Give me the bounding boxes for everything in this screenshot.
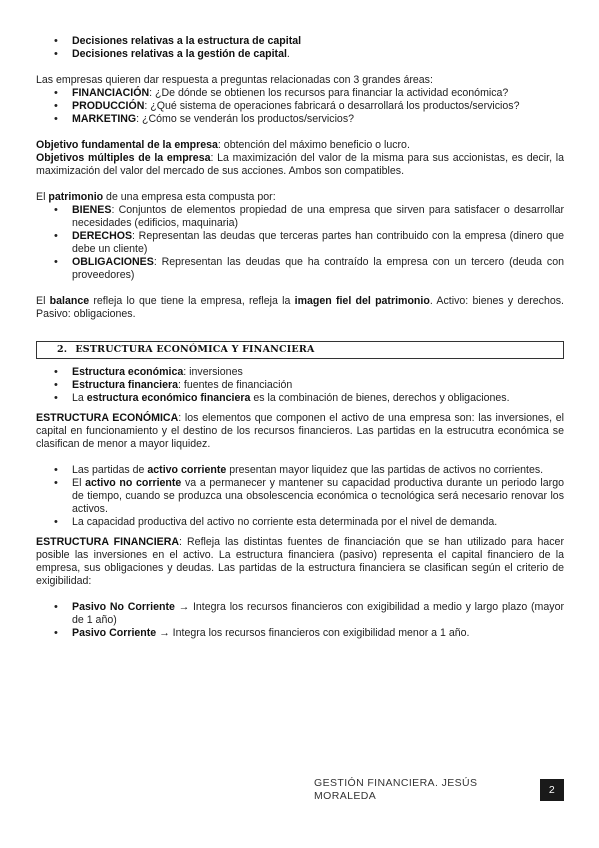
balance-paragraph: El balance refleja lo que tiene la empresa, refleja la imagen fiel del patrimonio. Activo: bienes y derechos. Pasivo: obligaciones. (36, 295, 564, 320)
footer-title: GESTIÓN FINANCIERA. JESÚS MORALEDA (314, 777, 478, 802)
list-item: • Decisiones relativas a la estructura de capital (36, 35, 564, 48)
page-footer (314, 779, 564, 801)
list-item: • OBLIGACIONES: Representan las deudas que ha contraído la empresa con un tercero (deuda con proveedores) (36, 256, 564, 282)
list-item: • Estructura económica: inversiones (36, 366, 564, 379)
list-item: • La estructura económico financiera es la combinación de bienes, derechos y obligaciones. (36, 392, 564, 405)
list-item: • MARKETING: ¿Cómo se venderán los productos/servicios? (36, 113, 564, 126)
objetivo-fundamental: Objetivo fundamental de la empresa: obtención del máximo beneficio o lucro. (36, 139, 410, 151)
patrimonio-list (36, 204, 564, 282)
section-heading: 2. ESTRUCTURA ECONÓMICA Y FINANCIERA (36, 341, 564, 359)
list-item: • PRODUCCIÓN: ¿Qué sistema de operaciones fabricará o desarrollará los productos/servicios? (36, 100, 564, 113)
list-item: • Decisiones relativas a la gestión de capital. (36, 48, 564, 61)
list-item: • Estructura financiera: fuentes de financiación (36, 379, 564, 392)
objetivos-multiples: Objetivos múltiples de la empresa: La maximización del valor de la misma para sus accionistas, es decir, la maximización del valor del mercado de sus acciones. Ambos son compatibles. (36, 152, 564, 177)
capital-decisions-list (36, 35, 564, 61)
areas-intro: Las empresas quieren dar respuesta a preguntas relacionadas con 3 grandes áreas: (36, 74, 433, 86)
pasivo-list (36, 601, 564, 640)
list-item: • DERECHOS: Representan las deudas que terceras partes han contribuido con la empresa (dinero que debe un cliente) (36, 230, 564, 256)
estructura-financiera-paragraph: ESTRUCTURA FINANCIERA: Refleja las distintas fuentes de financiación que se han utilizado para hacer posible las inversiones en el activo. La estructura financiera (pasivo) representa el capital financiero de la empresa, sus obligaciones y deudas. Las partidas de la estructura financiera se clasifican según el criterio de exigibilidad: (36, 536, 564, 587)
patrimonio-intro: El patrimonio de una empresa esta compusta por: (36, 191, 276, 203)
list-item: • El activo no corriente va a permanecer y mantener su capacidad productiva durante un periodo largo de tiempo, cuando se produzca una obsolescencia económica o tecnológica será necesario renovar los activos. (36, 477, 564, 516)
areas-list (36, 87, 564, 126)
page-number: 2 (540, 779, 564, 801)
document-page (36, 35, 564, 640)
list-item: • BIENES: Conjuntos de elementos propiedad de una empresa que sirven para satisfacer o desarrollar necesidades (edificios, maquinaria) (36, 204, 564, 230)
list-item: • Pasivo Corriente → Integra los recursos financieros con exigibilidad menor a 1 año. (36, 627, 564, 640)
activo-list (36, 464, 564, 529)
list-item: • Pasivo No Corriente → Integra los recursos financieros con exigibilidad a medio y largo plazo (mayor de 1 año) (36, 601, 564, 627)
list-item: • La capacidad productiva del activo no corriente esta determinada por el nivel de demanda. (36, 516, 564, 529)
list-item: • Las partidas de activo corriente presentan mayor liquidez que las partidas de activos no corrientes. (36, 464, 564, 477)
list-item: • FINANCIACIÓN: ¿De dónde se obtienen los recursos para financiar la actividad económica? (36, 87, 564, 100)
estructura-economica-paragraph: ESTRUCTURA ECONÓMICA: los elementos que componen el activo de una empresa son: las inversiones, el capital en funcionamiento y el destino de los recursos financieros. Las partidas en la estrucutra económica se clasifican de menor a mayor liquidez. (36, 412, 564, 450)
estructura-list (36, 366, 564, 405)
